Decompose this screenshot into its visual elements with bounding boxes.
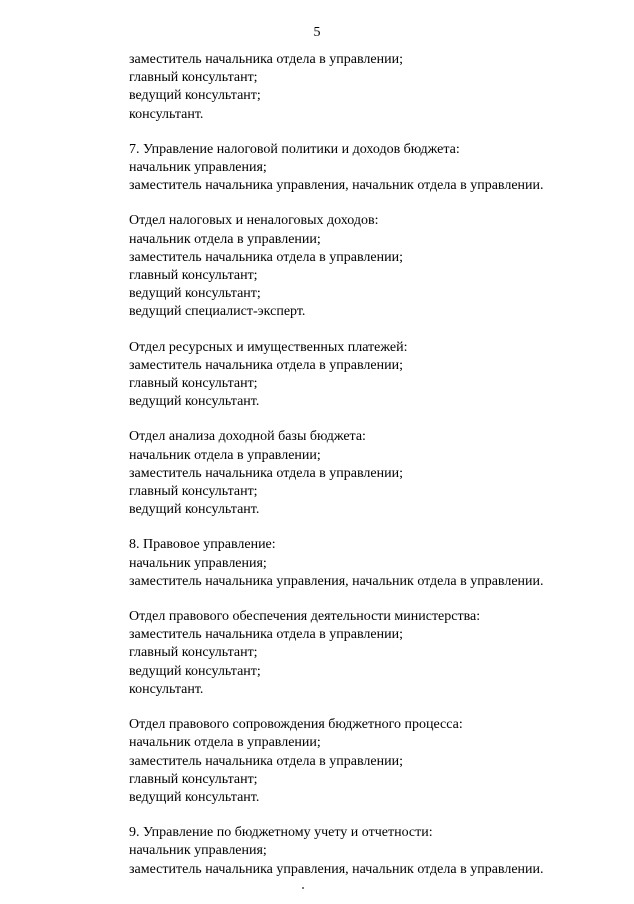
- block-line: начальник отдела в управлении;: [129, 735, 321, 751]
- block-line: заместитель начальника отдела в управлении;: [129, 627, 403, 643]
- block-line: консультант.: [129, 106, 204, 122]
- text-block: [129, 212, 624, 321]
- block-line: начальник управления;: [129, 555, 267, 571]
- text-block: [129, 339, 624, 412]
- text-block: [129, 608, 624, 699]
- block-line: заместитель начальника управления, начальник отдела в управлении.: [129, 573, 544, 589]
- text-block: [129, 716, 624, 807]
- text-block: [129, 141, 624, 196]
- block-line: ведущий специалист-эксперт.: [129, 304, 306, 320]
- block-heading-line: 9. Управление по бюджетному учету и отчетности:: [129, 825, 433, 841]
- block-heading-line: Отдел правового обеспечения деятельности министерства:: [129, 609, 481, 625]
- text-block: [129, 536, 624, 591]
- block-line: заместитель начальника отдела в управлении;: [129, 357, 403, 373]
- block-line: заместитель начальника управления, начальник отдела в управлении.: [129, 178, 544, 194]
- block-line: консультант.: [129, 681, 204, 697]
- block-heading-line: Отдел правового сопровождения бюджетного процесса:: [129, 717, 463, 733]
- block-heading-line: 8. Правовое управление:: [129, 537, 276, 553]
- text-block: [129, 824, 624, 879]
- document-body: [129, 51, 624, 896]
- block-line: главный консультант;: [129, 268, 258, 284]
- page-number: 5: [313, 25, 321, 40]
- block-line: главный консультант;: [129, 376, 258, 392]
- block-heading-line: заместитель начальника отдела в управлении;: [129, 52, 403, 67]
- block-line: ведущий консультант.: [129, 394, 260, 410]
- block-line: начальник отдела в управлении;: [129, 447, 321, 463]
- block-line: заместитель начальника управления, начальник отдела в управлении.: [129, 861, 544, 877]
- block-line: заместитель начальника отдела в управлении;: [129, 753, 403, 769]
- block-heading-line: Отдел анализа доходной базы бюджета:: [129, 429, 366, 445]
- block-line: ведущий консультант;: [129, 286, 261, 302]
- block-line: ведущий консультант;: [129, 663, 261, 679]
- block-line: начальник управления;: [129, 843, 267, 859]
- block-line: заместитель начальника отдела в управлении;: [129, 249, 403, 265]
- block-line: начальник отдела в управлении;: [129, 231, 321, 247]
- block-line: ведущий консультант.: [129, 789, 260, 805]
- block-line: начальник управления;: [129, 160, 267, 176]
- block-line: заместитель начальника отдела в управлении;: [129, 465, 403, 481]
- block-line: главный консультант;: [129, 484, 258, 500]
- block-heading-line: 7. Управление налоговой политики и доходов бюджета:: [129, 141, 460, 157]
- block-line: ведущий консультант;: [129, 88, 261, 104]
- block-heading-line: Отдел налоговых и неналоговых доходов:: [129, 213, 379, 229]
- text-block: [129, 51, 624, 124]
- block-line: главный консультант;: [129, 645, 258, 661]
- block-line: ведущий консультант.: [129, 502, 260, 518]
- block-heading-line: Отдел ресурсных и имущественных платежей:: [129, 339, 408, 355]
- block-line: главный консультант;: [129, 771, 258, 787]
- block-line: главный консультант;: [129, 70, 258, 86]
- text-block: [129, 428, 624, 519]
- scan-speck: [302, 887, 304, 889]
